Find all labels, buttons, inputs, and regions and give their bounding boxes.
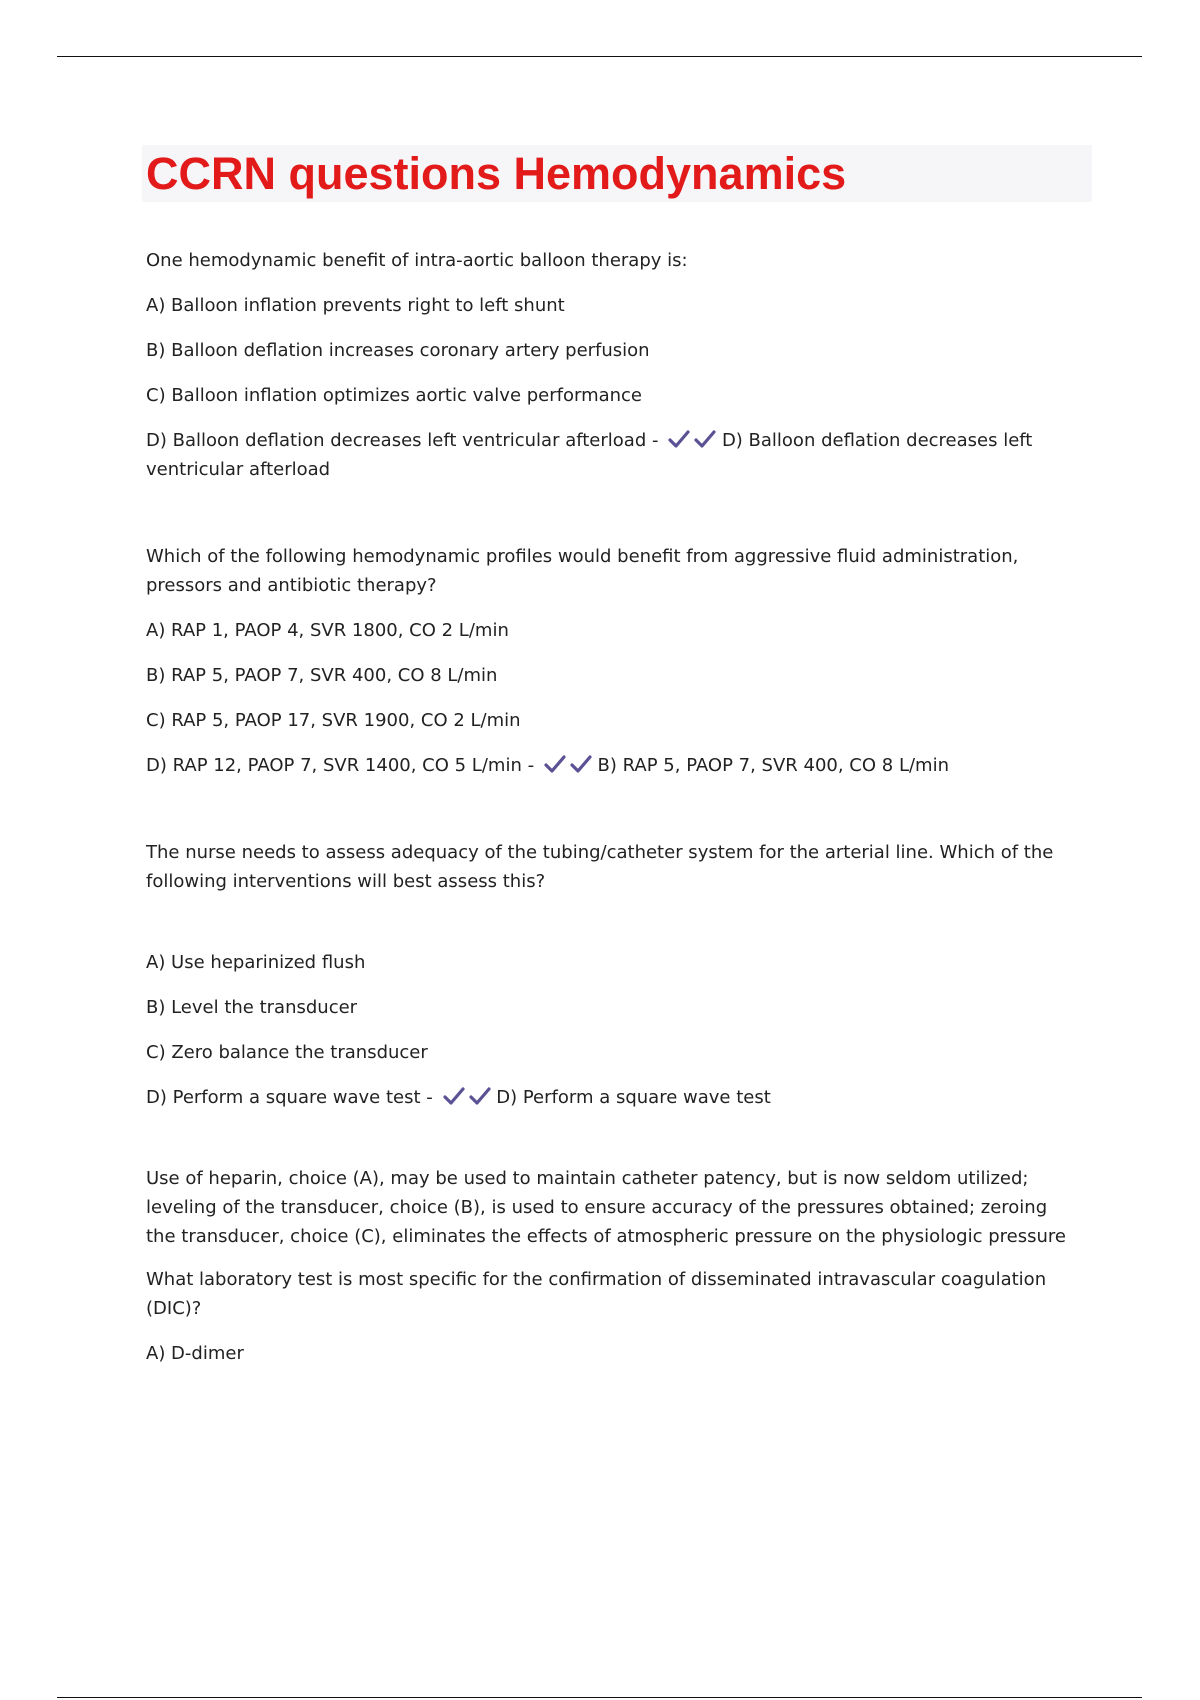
check-mark-icon bbox=[570, 754, 592, 774]
question-prompt: The nurse needs to assess adequacy of the tubing/catheter system for the arterial line. Which of the following interventions will best assess this? bbox=[146, 842, 1054, 892]
answer-option: C) RAP 5, PAOP 17, SVR 1900, CO 2 L/min bbox=[146, 710, 521, 731]
explanation-text: Use of heparin, choice (A), may be used to maintain catheter patency, but is now seldom utilized; leveling of the transducer, choice (B), is used to ensure accuracy of the pressures obtained; zeroing the transducer, choice (C), eliminates the effects of atmospheric pressure on the physiologic pressure bbox=[146, 1168, 1066, 1247]
check-mark-icon bbox=[443, 1086, 465, 1106]
answer-option: B) RAP 5, PAOP 7, SVR 400, CO 8 L/min bbox=[146, 665, 498, 686]
question-prompt: Which of the following hemodynamic profiles would benefit from aggressive fluid administration, pressors and antibiotic therapy? bbox=[146, 546, 1019, 596]
answer-option: A) D-dimer bbox=[146, 1343, 244, 1364]
answer-key: D) Balloon deflation decreases left ventricular afterload bbox=[146, 430, 1033, 480]
check-mark-icon bbox=[469, 1086, 491, 1106]
answer-option: A) Use heparinized flush bbox=[146, 952, 366, 973]
answer-option: A) Balloon inflation prevents right to left shunt bbox=[146, 295, 565, 316]
answer-option: D) Balloon deflation decreases left ventricular afterload - bbox=[146, 430, 659, 451]
check-mark-icon bbox=[668, 429, 690, 449]
document-body bbox=[146, 246, 1076, 1368]
answer-option: B) Balloon deflation increases coronary artery perfusion bbox=[146, 340, 650, 361]
answer-key: B) RAP 5, PAOP 7, SVR 400, CO 8 L/min bbox=[597, 755, 949, 776]
answer-option: B) Level the transducer bbox=[146, 997, 358, 1018]
answer-option: C) Zero balance the transducer bbox=[146, 1042, 428, 1063]
question-prompt: What laboratory test is most specific for the confirmation of disseminated intravascular coagulation (DIC)? bbox=[146, 1269, 1047, 1319]
answer-option-with-key bbox=[146, 751, 1076, 780]
question-prompt: One hemodynamic benefit of intra-aortic balloon therapy is: bbox=[146, 250, 688, 271]
answer-key: D) Perform a square wave test bbox=[496, 1087, 771, 1108]
top-rule bbox=[57, 56, 1142, 57]
check-mark-icon bbox=[544, 754, 566, 774]
answer-option: D) RAP 12, PAOP 7, SVR 1400, CO 5 L/min - bbox=[146, 755, 535, 776]
document-title: CCRN questions Hemodynamics bbox=[146, 148, 847, 199]
answer-option-with-key bbox=[146, 1083, 1076, 1112]
check-mark-icon bbox=[694, 429, 716, 449]
answer-option-with-key bbox=[146, 426, 1076, 484]
answer-option: C) Balloon inflation optimizes aortic valve performance bbox=[146, 385, 643, 406]
answer-option: A) RAP 1, PAOP 4, SVR 1800, CO 2 L/min bbox=[146, 620, 509, 641]
answer-option: D) Perform a square wave test - bbox=[146, 1087, 433, 1108]
bottom-rule bbox=[57, 1697, 1142, 1698]
